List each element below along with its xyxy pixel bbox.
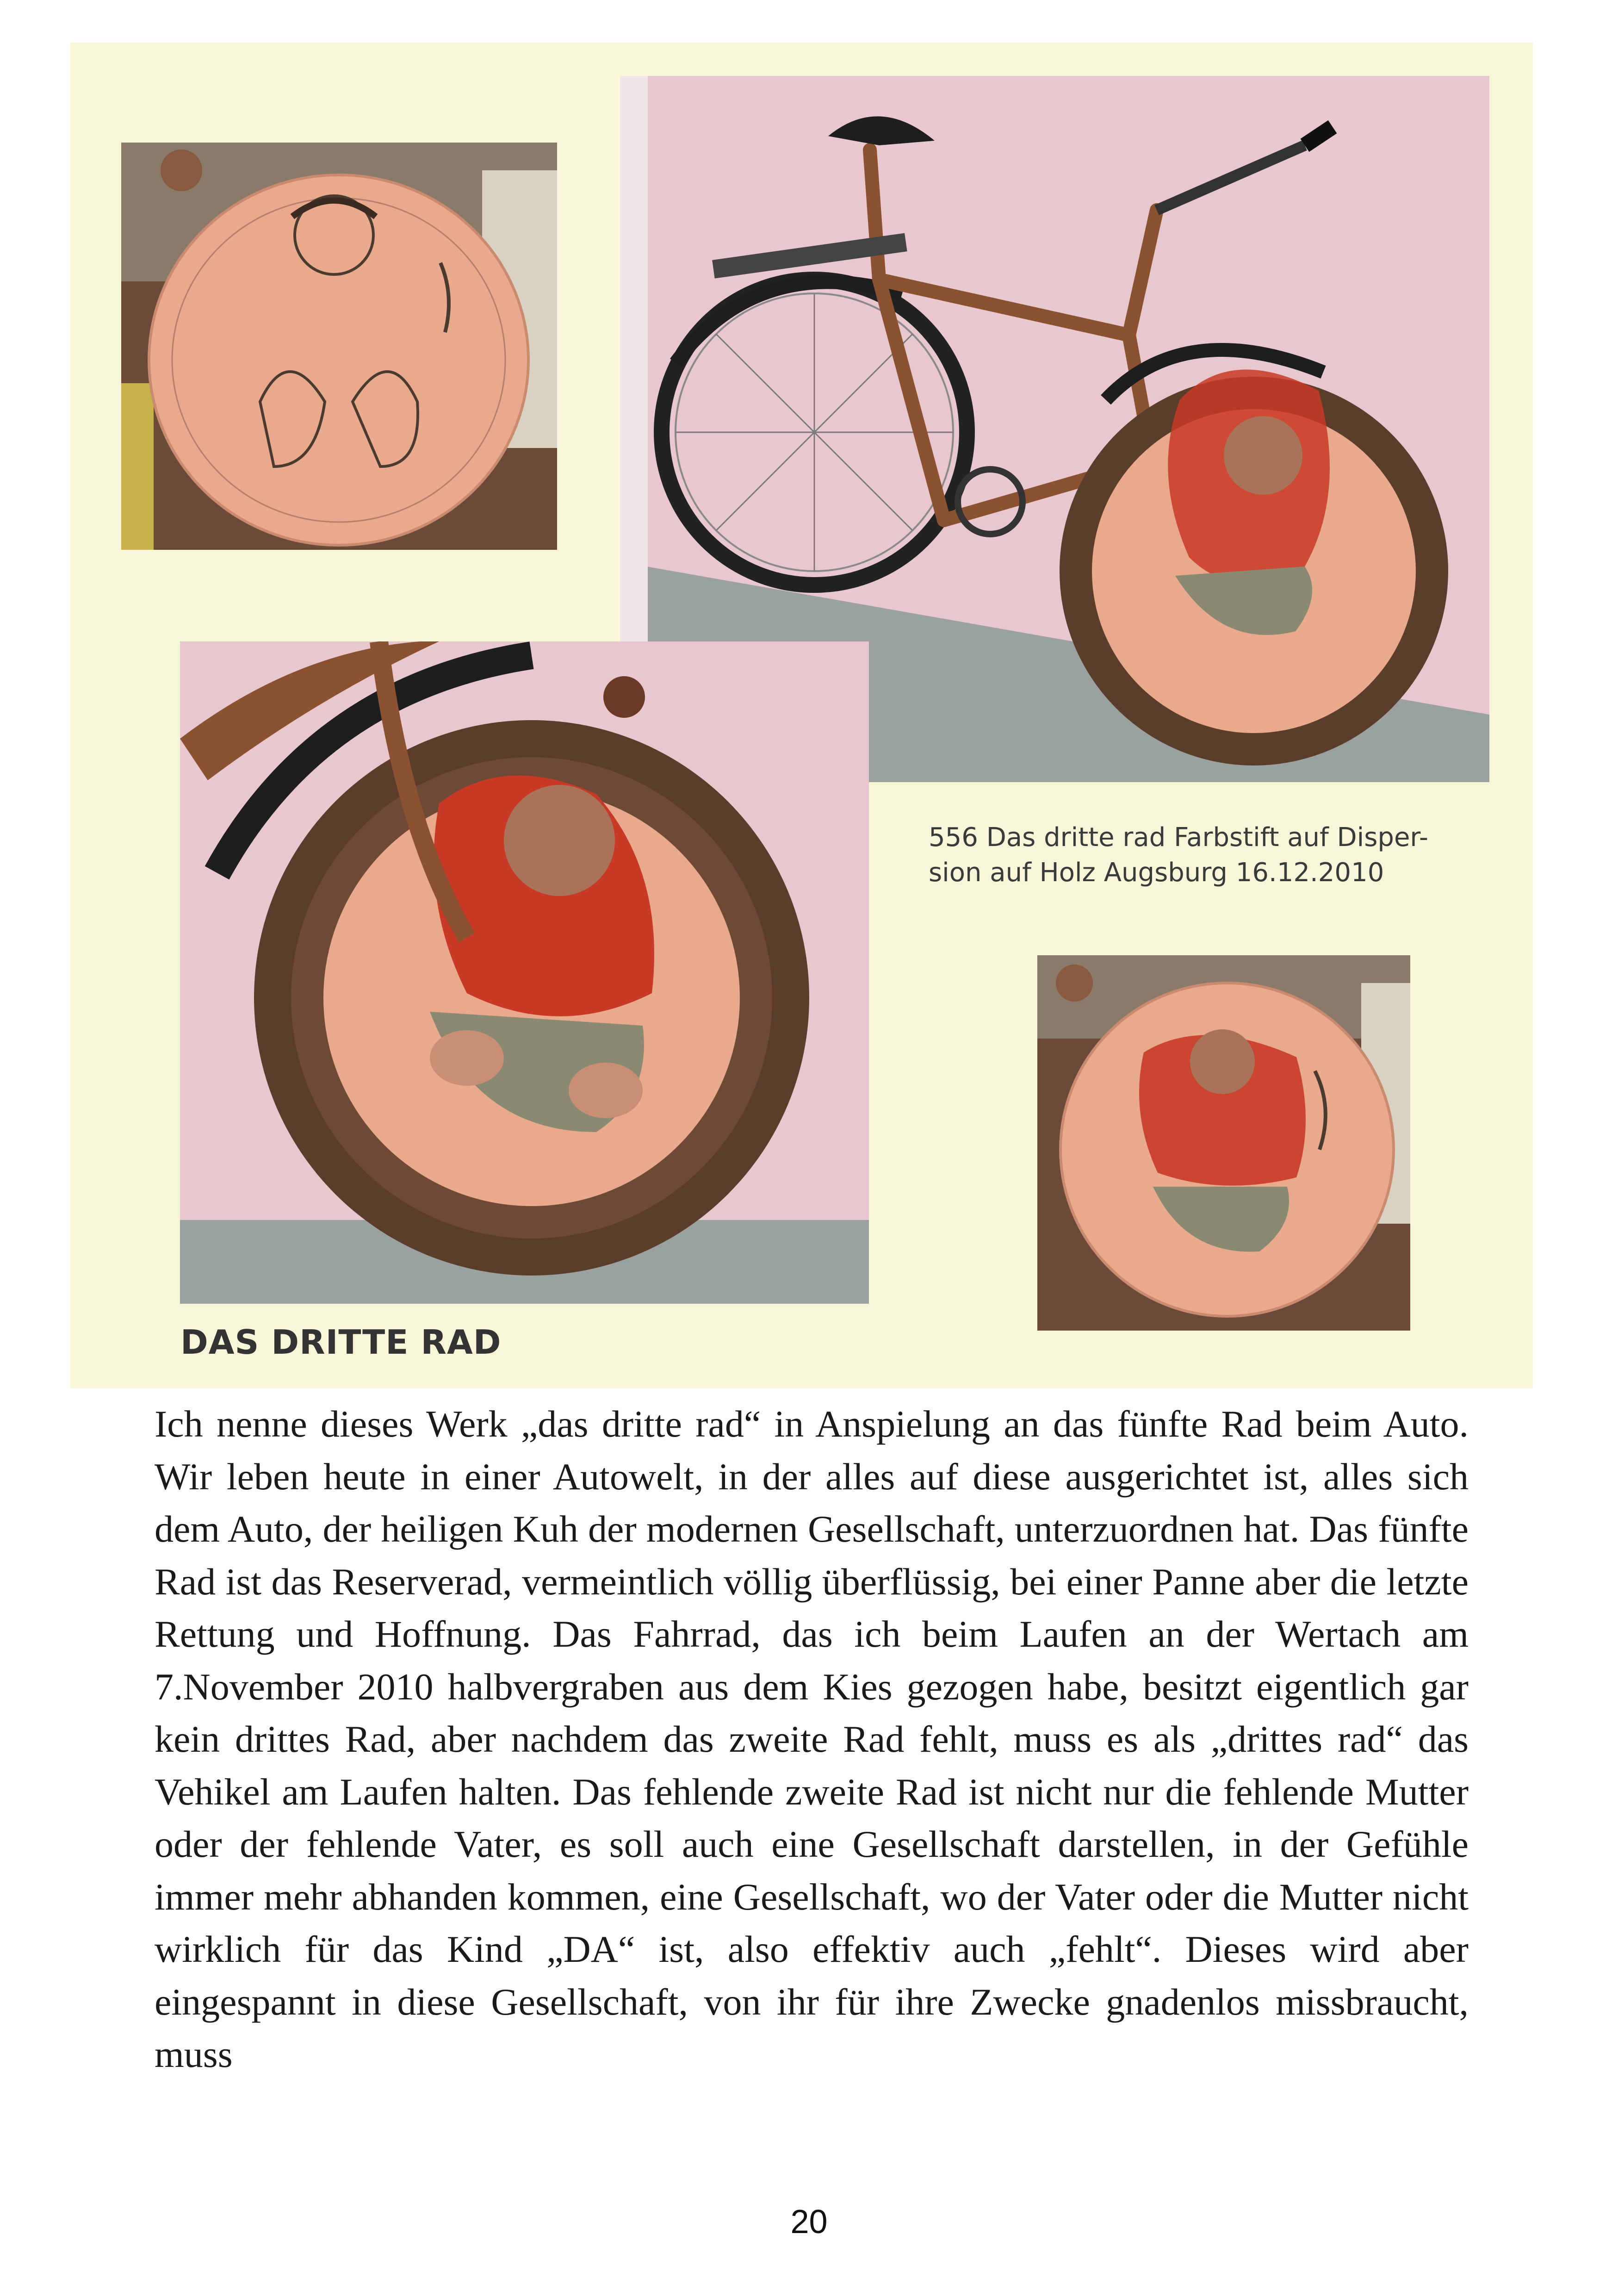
figure-title: DAS DRITTE RAD <box>180 1323 502 1362</box>
sketch-photo <box>121 143 557 550</box>
page-number: 20 <box>790 2203 828 2240</box>
colored-disc-photo <box>1037 955 1410 1331</box>
artwork-figure-panel <box>70 43 1533 1388</box>
body-paragraph: Ich nenne dieses Werk „das dritte rad“ in Anspielung an das fünfte Rad beim Auto. Wir leben heute in einer Autowelt, in der alles auf diese ausgerichtet ist, alles sich dem Auto, der heiligen Kuh der modernen Gesellschaft, unterzuordnen hat. Das fünfte Rad ist das Reserverad, vermeintlich völlig überflüssig, bei einer Panne aber die letzte Rettung und Hoffnung. Das Fahrrad, das ich beim Laufen an der Wertach am 7.November 2010 halbvergraben aus dem Kies gezogen habe, besitzt eigentlich gar kein drittes Rad, aber nachdem das zweite Rad fehlt, muss es als „drittes rad“ das Vehikel am Laufen halten. Das fehlende zweite Rad ist nicht nur die fehlende Mutter oder der fehlende Vater, es soll auch eine Gesellschaft darstellen, in der Gefühle immer mehr abhanden kommen, eine Gesellschaft, wo der Vater oder die Mutter nicht wirklich für das Kind „DA“ ist, also effektiv auch „fehlt“. Dieses wird aber eingespannt in diese Gesellschaft, von ihr für ihre Zwecke gnadenlos missbraucht, muss <box>155 1403 1469 2075</box>
closeup-photo <box>180 641 869 1304</box>
figure-caption: 556 Das dritte rad Farbstift auf Disper- sion auf Holz Augsburg 16.12.2010 <box>929 822 1429 888</box>
